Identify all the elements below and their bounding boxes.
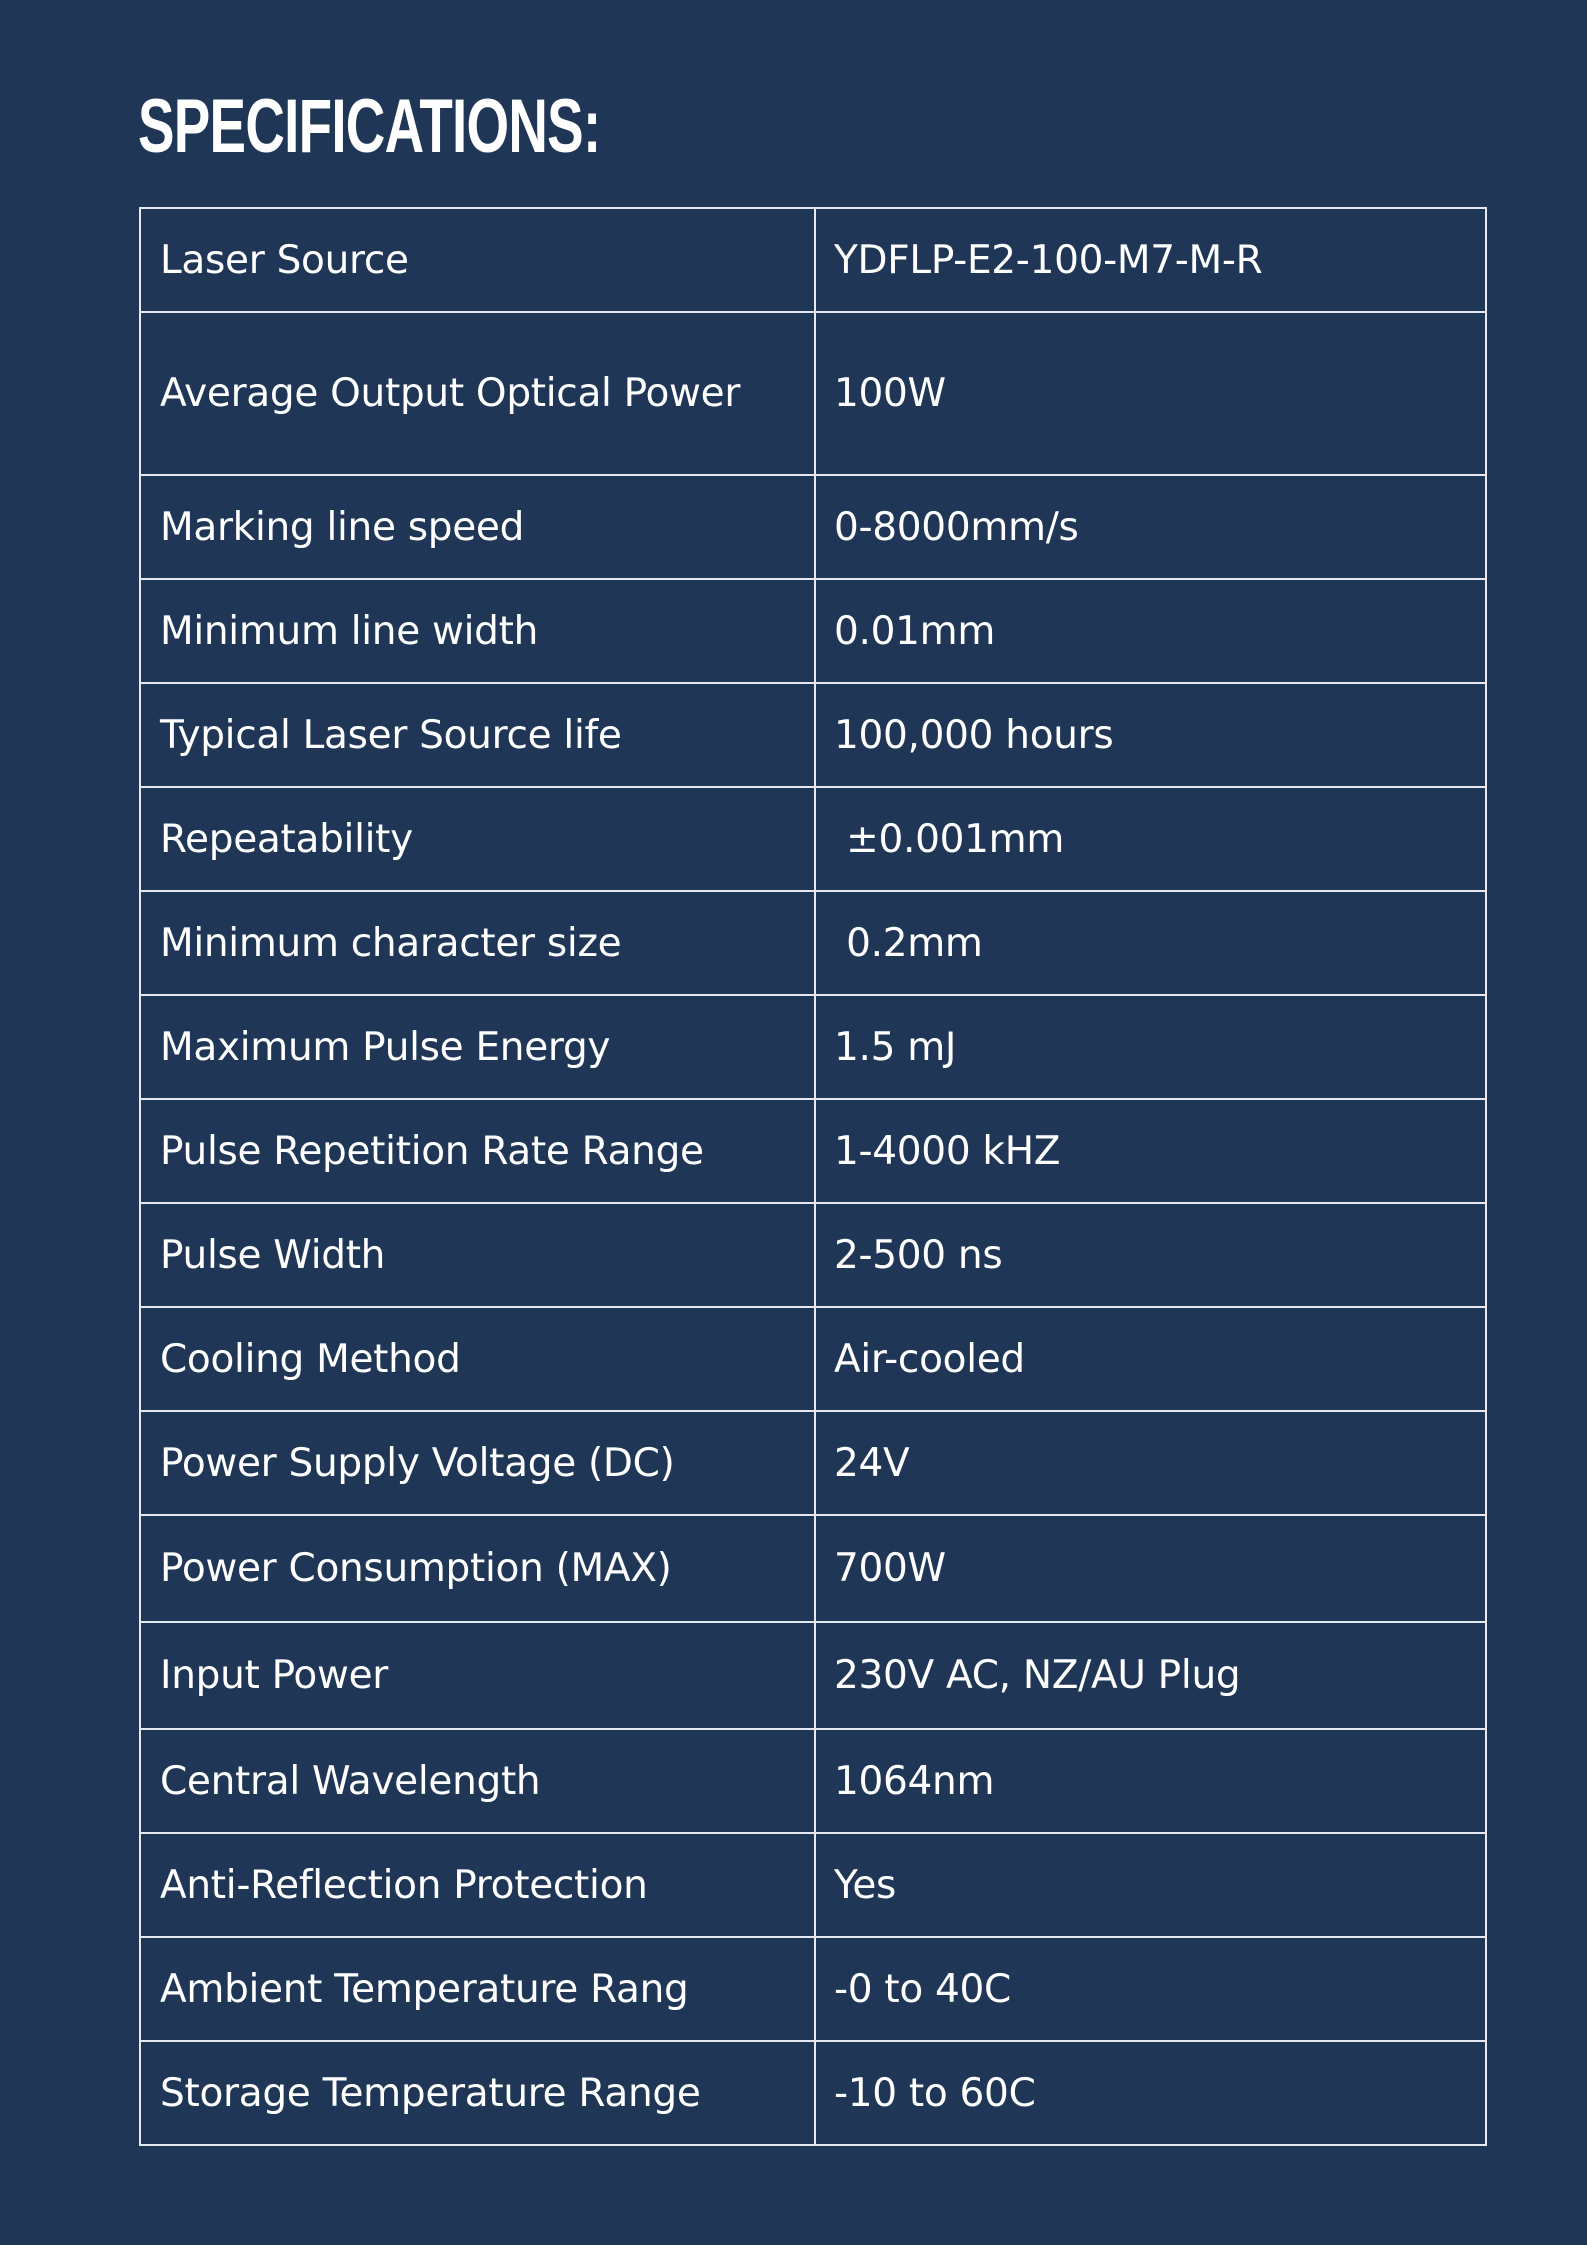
- spec-row: [140, 1411, 1486, 1515]
- spec-value: YDFLP-E2-100-M7-M-R: [815, 208, 1486, 312]
- spec-value: 1.5 mJ: [815, 995, 1486, 1099]
- spec-label: Power Supply Voltage (DC): [140, 1411, 815, 1515]
- spec-value: 2-500 ns: [815, 1203, 1486, 1307]
- spec-label: Typical Laser Source life: [140, 683, 815, 787]
- spec-row: [140, 683, 1486, 787]
- spec-label: Pulse Width: [140, 1203, 815, 1307]
- spec-value: 700W: [815, 1515, 1486, 1622]
- specifications-table-body: [140, 208, 1486, 2145]
- spec-label: Anti-Reflection Protection: [140, 1833, 815, 1937]
- spec-label: Central Wavelength: [140, 1729, 815, 1833]
- specifications-table: [139, 207, 1487, 2146]
- spec-value: 1064nm: [815, 1729, 1486, 1833]
- spec-label: Repeatability: [140, 787, 815, 891]
- spec-label: Laser Source: [140, 208, 815, 312]
- spec-value: 0-8000mm/s: [815, 475, 1486, 579]
- spec-row: [140, 891, 1486, 995]
- spec-value: Air-cooled: [815, 1307, 1486, 1411]
- spec-label: Power Consumption (MAX): [140, 1515, 815, 1622]
- spec-value: 0.2mm: [815, 891, 1486, 995]
- spec-row: [140, 1937, 1486, 2041]
- spec-value: 100W: [815, 312, 1486, 475]
- spec-row: [140, 995, 1486, 1099]
- spec-value: 0.01mm: [815, 579, 1486, 683]
- spec-label: Marking line speed: [140, 475, 815, 579]
- spec-row: [140, 1099, 1486, 1203]
- spec-row: [140, 2041, 1486, 2145]
- spec-row: [140, 1515, 1486, 1622]
- spec-value: ±0.001mm: [815, 787, 1486, 891]
- spec-row: [140, 1203, 1486, 1307]
- spec-row: [140, 579, 1486, 683]
- spec-value: -0 to 40C: [815, 1937, 1486, 2041]
- spec-label: Pulse Repetition Rate Range: [140, 1099, 815, 1203]
- spec-label: Minimum character size: [140, 891, 815, 995]
- spec-row: [140, 312, 1486, 475]
- spec-label: Maximum Pulse Energy: [140, 995, 815, 1099]
- spec-label: Ambient Temperature Rang: [140, 1937, 815, 2041]
- spec-label: Cooling Method: [140, 1307, 815, 1411]
- spec-row: [140, 1729, 1486, 1833]
- spec-label: Average Output Optical Power: [140, 312, 815, 475]
- spec-row: [140, 1833, 1486, 1937]
- spec-label: Input Power: [140, 1622, 815, 1729]
- spec-row: [140, 1622, 1486, 1729]
- spec-row: [140, 787, 1486, 891]
- spec-label: Storage Temperature Range: [140, 2041, 815, 2145]
- spec-value: 24V: [815, 1411, 1486, 1515]
- spec-value: 100,000 hours: [815, 683, 1486, 787]
- spec-row: [140, 475, 1486, 579]
- spec-row: [140, 208, 1486, 312]
- spec-value: 230V AC, NZ/AU Plug: [815, 1622, 1486, 1729]
- spec-label: Minimum line width: [140, 579, 815, 683]
- page-title: SPECIFICATIONS:: [138, 84, 601, 169]
- spec-value: 1-4000 kHZ: [815, 1099, 1486, 1203]
- spec-row: [140, 1307, 1486, 1411]
- spec-value: Yes: [815, 1833, 1486, 1937]
- spec-value: -10 to 60C: [815, 2041, 1486, 2145]
